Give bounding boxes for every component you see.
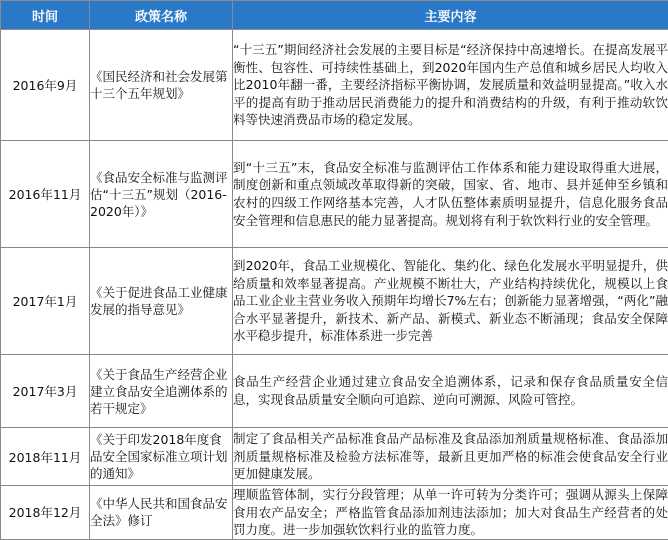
row-content: 食品生产经营企业通过建立食品安全追溯体系，记录和保存食品质量安全信息，实现食品质量安全顺向可追踪、逆向可溯源、风险可管控。 [233, 355, 668, 428]
header-main-content: 主要内容 [233, 1, 668, 30]
table-header-row [1, 1, 668, 30]
row-policy-name: 《中华人民共和国食品安全法》修订 [90, 486, 233, 540]
row-time: 2017年3月 [1, 355, 90, 428]
table-row [1, 428, 668, 486]
row-content: 理顺监管体制，实行分段管理；从单一许可转为分类许可；强调从源头上保障食用农产品安全；严格监管食品添加剂违法添加；加大对食品生产经营者的处罚力度。进一步加强软饮料行业的监管力度。 [233, 486, 668, 540]
table-row [1, 30, 668, 141]
header-time: 时间 [1, 1, 90, 30]
row-content: 到2020年，食品工业规模化、智能化、集约化、绿色化发展水平明显提升，供给质量和效率显著提高。产业规模不断壮大，产业结构持续优化，规模以上食品工业企业主营业务收入预期年均增长7%左右；创新能力显著增强，“两化”融合水平显著提升，新技术、新产品、新模式、新业态不断涌现；食品安全保障水平稳步提升，标准体系进一步完善 [233, 248, 668, 355]
row-content: 制定了食品相关产品标准食品产品标准及食品添加剂质量规格标准、食品添加剂质量规格标准及检验方法标准等，最新且更加严格的标准会使食品安全行业更加健康发展。 [233, 428, 668, 486]
row-time: 2018年12月 [1, 486, 90, 540]
row-policy-name: 《关于食品生产经营企业建立食品安全追溯体系的若干规定》 [90, 355, 233, 428]
row-content: 到“十三五”末，食品安全标准与监测评估工作体系和能力建设取得重大进展，制度创新和重点领域改革取得新的突破，国家、省、地市、县并延伸至乡镇和农村的四级工作网络基本完善，人才队伍整体素质明显提升，信息化服务食品安全管理和信息惠民的能力显著提高。规划将有利于软饮料行业的安全管理。 [233, 141, 668, 248]
row-policy-name: 《食品安全标准与监测评估“十三五”规划（2016-2020年）》 [90, 141, 233, 248]
row-policy-name: 《关于促进食品工业健康发展的指导意见》 [90, 248, 233, 355]
row-policy-name: 《关于印发2018年度食品安全国家标准立项计划的通知》 [90, 428, 233, 486]
row-time: 2017年1月 [1, 248, 90, 355]
row-time: 2018年11月 [1, 428, 90, 486]
row-content: “十三五”期间经济社会发展的主要目标是“经济保持中高速增长。在提高发展平衡性、包容性、可持续性基础上，到2020年国内生产总值和城乡居民人均收入比2010年翻一番，主要经济指标平衡协调，发展质量和效益明显提高。”收入水平的提高有助于推动居民消费能力的提升和消费结构的升级，有利于推动软饮料等快速消费品市场的稳定发展。 [233, 30, 668, 141]
row-policy-name: 《国民经济和社会发展第十三个五年规划》 [90, 30, 233, 141]
table-row [1, 141, 668, 248]
header-policy-name: 政策名称 [90, 1, 233, 30]
table-row [1, 248, 668, 355]
table-row [1, 355, 668, 428]
row-time: 2016年9月 [1, 30, 90, 141]
row-time: 2016年11月 [1, 141, 90, 248]
table-row [1, 486, 668, 540]
